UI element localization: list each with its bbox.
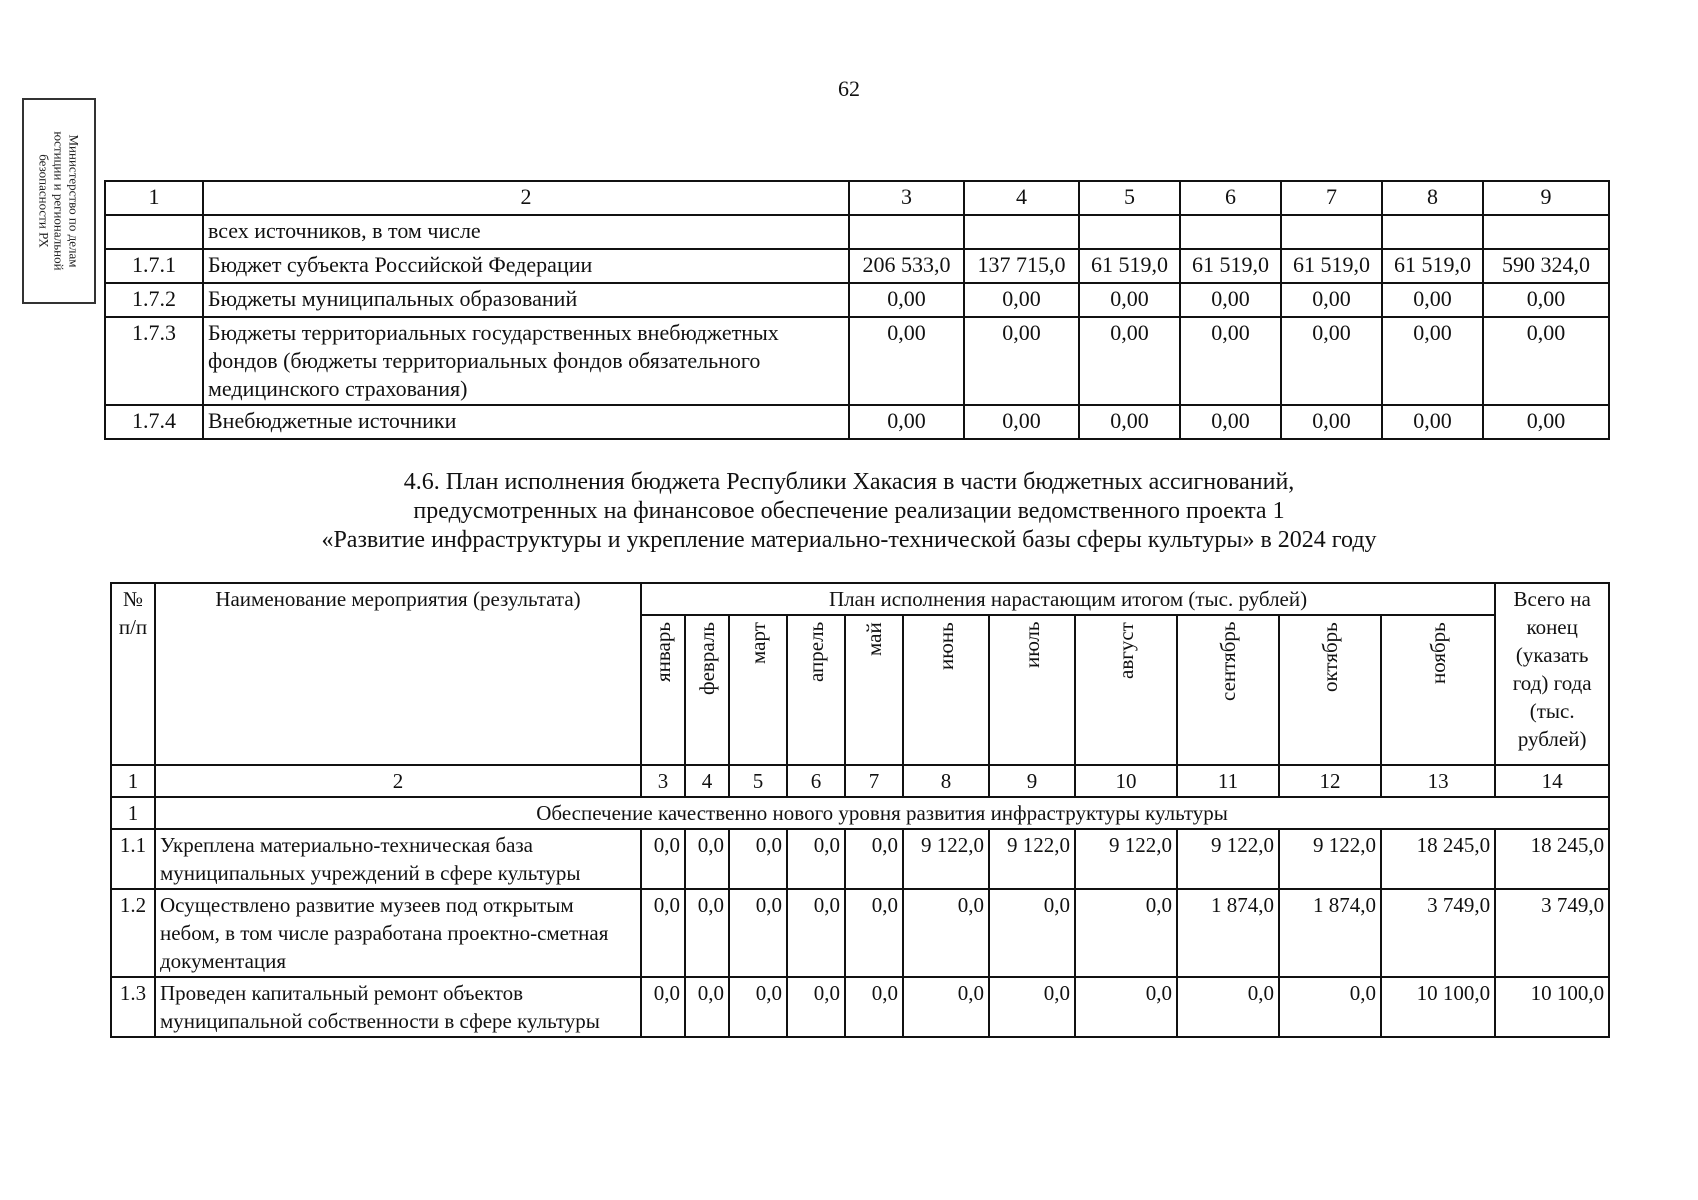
value-cell: 0,00 [849, 405, 964, 439]
month-header [685, 615, 729, 765]
value-cell: 0,0 [989, 889, 1075, 977]
index-cell: 1 [111, 765, 155, 797]
index-cell: 8 [903, 765, 989, 797]
header-cell: 1 [105, 181, 203, 215]
row-name: Проведен капитальный ремонт объектов муниципальной собственности в сфере культуры [155, 977, 641, 1037]
table-row [111, 829, 1609, 889]
value-cell: 0,00 [849, 283, 964, 317]
value-cell: 0,00 [1382, 283, 1483, 317]
value-cell: 18 245,0 [1381, 829, 1495, 889]
row-name: Осуществлено развитие музеев под открытым небом, в том числе разработана проектно-сметная документация [155, 889, 641, 977]
value-cell [1483, 215, 1609, 249]
value-cell: 1 874,0 [1279, 889, 1381, 977]
month-header [729, 615, 787, 765]
value-cell: 590 324,0 [1483, 249, 1609, 283]
value-cell: 9 122,0 [1177, 829, 1279, 889]
month-header [903, 615, 989, 765]
index-cell: 10 [1075, 765, 1177, 797]
index-cell: 13 [1381, 765, 1495, 797]
value-cell: 0,0 [845, 829, 903, 889]
month-header [1279, 615, 1381, 765]
header-cell: 9 [1483, 181, 1609, 215]
value-cell: 0,0 [1075, 889, 1177, 977]
index-cell: 7 [845, 765, 903, 797]
index-cell: 6 [787, 765, 845, 797]
month-header [1075, 615, 1177, 765]
row-name: всех источников, в том числе [203, 215, 849, 249]
value-cell: 10 100,0 [1381, 977, 1495, 1037]
value-cell: 0,0 [787, 977, 845, 1037]
page-number: 62 [838, 76, 860, 101]
value-cell: 0,0 [729, 977, 787, 1037]
value-cell: 0,0 [1177, 977, 1279, 1037]
budget-plan-table [110, 582, 1610, 1038]
table-header-row [105, 181, 1609, 215]
row-id: 1.7.1 [105, 249, 203, 283]
month-header [989, 615, 1075, 765]
value-cell [1382, 215, 1483, 249]
col-name-header: Наименование мероприятия (результата) [155, 583, 641, 765]
value-cell: 0,00 [1180, 317, 1281, 405]
value-cell: 0,0 [685, 977, 729, 1037]
month-label: октябрь [1318, 622, 1342, 692]
value-cell: 0,00 [964, 317, 1079, 405]
value-cell: 137 715,0 [964, 249, 1079, 283]
value-cell: 0,00 [1079, 283, 1180, 317]
value-cell [1281, 215, 1382, 249]
row-id: 1.7.3 [105, 317, 203, 405]
section-heading [0, 468, 1698, 555]
value-cell: 9 122,0 [1279, 829, 1381, 889]
month-label: сентябрь [1216, 622, 1240, 702]
index-cell: 11 [1177, 765, 1279, 797]
value-cell [1079, 215, 1180, 249]
index-row [111, 765, 1609, 797]
value-cell: 0,00 [1180, 405, 1281, 439]
table-row [111, 977, 1609, 1037]
month-label: апрель [804, 622, 828, 683]
index-cell: 3 [641, 765, 685, 797]
value-cell: 9 122,0 [1075, 829, 1177, 889]
month-label: ноябрь [1426, 622, 1451, 684]
row-name: Укреплена материально-техническая база муниципальных учреждений в сфере культуры [155, 829, 641, 889]
value-cell: 61 519,0 [1382, 249, 1483, 283]
value-cell: 61 519,0 [1079, 249, 1180, 283]
col-num-header: № п/п [111, 583, 155, 765]
value-cell: 3 749,0 [1495, 889, 1609, 977]
row-id: 1.7.4 [105, 405, 203, 439]
value-cell: 0,0 [845, 977, 903, 1037]
value-cell: 0,0 [641, 829, 685, 889]
index-cell: 4 [685, 765, 729, 797]
header-cell: 8 [1382, 181, 1483, 215]
header-cell: 7 [1281, 181, 1382, 215]
header-cell: 2 [203, 181, 849, 215]
value-cell: 0,0 [1279, 977, 1381, 1037]
row-id: 1.7.2 [105, 283, 203, 317]
value-cell: 10 100,0 [1495, 977, 1609, 1037]
value-cell: 0,00 [1180, 283, 1281, 317]
table-row [105, 317, 1609, 405]
col-total-header: Всего на конец (указать год) года (тыс. рублей) [1495, 583, 1609, 765]
value-cell: 0,00 [1281, 283, 1382, 317]
table-row [105, 405, 1609, 439]
value-cell: 1 874,0 [1177, 889, 1279, 977]
header-cell: 3 [849, 181, 964, 215]
value-cell [1180, 215, 1281, 249]
row-id [105, 215, 203, 249]
value-cell: 0,00 [849, 317, 964, 405]
value-cell [964, 215, 1079, 249]
month-header [787, 615, 845, 765]
value-cell: 0,00 [1382, 317, 1483, 405]
value-cell: 0,00 [1281, 317, 1382, 405]
index-cell: 12 [1279, 765, 1381, 797]
index-cell: 9 [989, 765, 1075, 797]
value-cell: 0,00 [964, 283, 1079, 317]
value-cell: 0,0 [641, 889, 685, 977]
month-label: июль [1020, 622, 1044, 669]
table-row [105, 249, 1609, 283]
sources-table [104, 180, 1610, 440]
value-cell: 0,00 [1382, 405, 1483, 439]
row-name: Бюджет субъекта Российской Федерации [203, 249, 849, 283]
month-label: март [746, 622, 770, 664]
row-id: 1.3 [111, 977, 155, 1037]
stamp-line: Министерство по делам [66, 134, 82, 268]
month-header [1381, 615, 1495, 765]
table-row [105, 283, 1609, 317]
value-cell: 0,00 [1079, 317, 1180, 405]
heading-line: «Развитие инфраструктуры и укрепление материально-технической базы сферы культуры» в 2024 году [321, 527, 1377, 553]
value-cell: 0,0 [787, 889, 845, 977]
value-cell: 0,0 [685, 889, 729, 977]
row-id: 1.1 [111, 829, 155, 889]
month-label: январь [651, 622, 675, 682]
heading-line: предусмотренных на финансовое обеспечение реализации ведомственного проекта 1 [413, 498, 1285, 524]
value-cell: 9 122,0 [989, 829, 1075, 889]
index-cell: 5 [729, 765, 787, 797]
value-cell: 3 749,0 [1381, 889, 1495, 977]
value-cell: 18 245,0 [1495, 829, 1609, 889]
stamp-line: безопасности РХ [36, 154, 52, 248]
value-cell: 0,0 [903, 889, 989, 977]
section-id: 1 [111, 797, 155, 829]
value-cell: 0,00 [1483, 283, 1609, 317]
value-cell: 0,00 [1483, 317, 1609, 405]
col-plan-header: План исполнения нарастающим итогом (тыс. рублей) [641, 583, 1495, 615]
row-name: Внебюджетные источники [203, 405, 849, 439]
month-header [845, 615, 903, 765]
value-cell: 0,00 [1079, 405, 1180, 439]
value-cell: 61 519,0 [1180, 249, 1281, 283]
heading-line: 4.6. План исполнения бюджета Республики Хакасия в части бюджетных ассигнований, [403, 469, 1295, 495]
value-cell: 9 122,0 [903, 829, 989, 889]
value-cell: 0,0 [903, 977, 989, 1037]
value-cell: 0,0 [641, 977, 685, 1037]
value-cell: 0,0 [1075, 977, 1177, 1037]
row-id: 1.2 [111, 889, 155, 977]
value-cell: 0,0 [729, 829, 787, 889]
value-cell: 0,00 [1281, 405, 1382, 439]
value-cell: 0,0 [685, 829, 729, 889]
row-name: Бюджеты муниципальных образований [203, 283, 849, 317]
month-label: август [1114, 622, 1138, 679]
value-cell: 0,0 [729, 889, 787, 977]
value-cell: 0,00 [1483, 405, 1609, 439]
table-row [111, 889, 1609, 977]
month-header [1177, 615, 1279, 765]
section-title: Обеспечение качественно нового уровня развития инфраструктуры культуры [155, 797, 1609, 829]
row-name: Бюджеты территориальных государственных внебюджетных фондов (бюджеты территориальных фондов обязательного медицинского страхования) [203, 317, 849, 405]
header-cell: 5 [1079, 181, 1180, 215]
month-label: май [862, 622, 886, 656]
header-cell: 4 [964, 181, 1079, 215]
index-cell: 2 [155, 765, 641, 797]
stamp-line: юстиции и региональной [51, 131, 67, 271]
month-header [641, 615, 685, 765]
registration-stamp [22, 98, 96, 304]
section-row [111, 797, 1609, 829]
value-cell: 0,00 [964, 405, 1079, 439]
value-cell: 0,0 [989, 977, 1075, 1037]
value-cell: 61 519,0 [1281, 249, 1382, 283]
value-cell: 0,0 [845, 889, 903, 977]
month-label: июнь [934, 622, 958, 670]
value-cell [849, 215, 964, 249]
value-cell: 0,0 [787, 829, 845, 889]
value-cell: 206 533,0 [849, 249, 964, 283]
table-row [105, 215, 1609, 249]
header-cell: 6 [1180, 181, 1281, 215]
month-label: февраль [695, 622, 719, 695]
table-header-row [111, 583, 1609, 615]
stamp-text [37, 101, 82, 301]
index-cell: 14 [1495, 765, 1609, 797]
